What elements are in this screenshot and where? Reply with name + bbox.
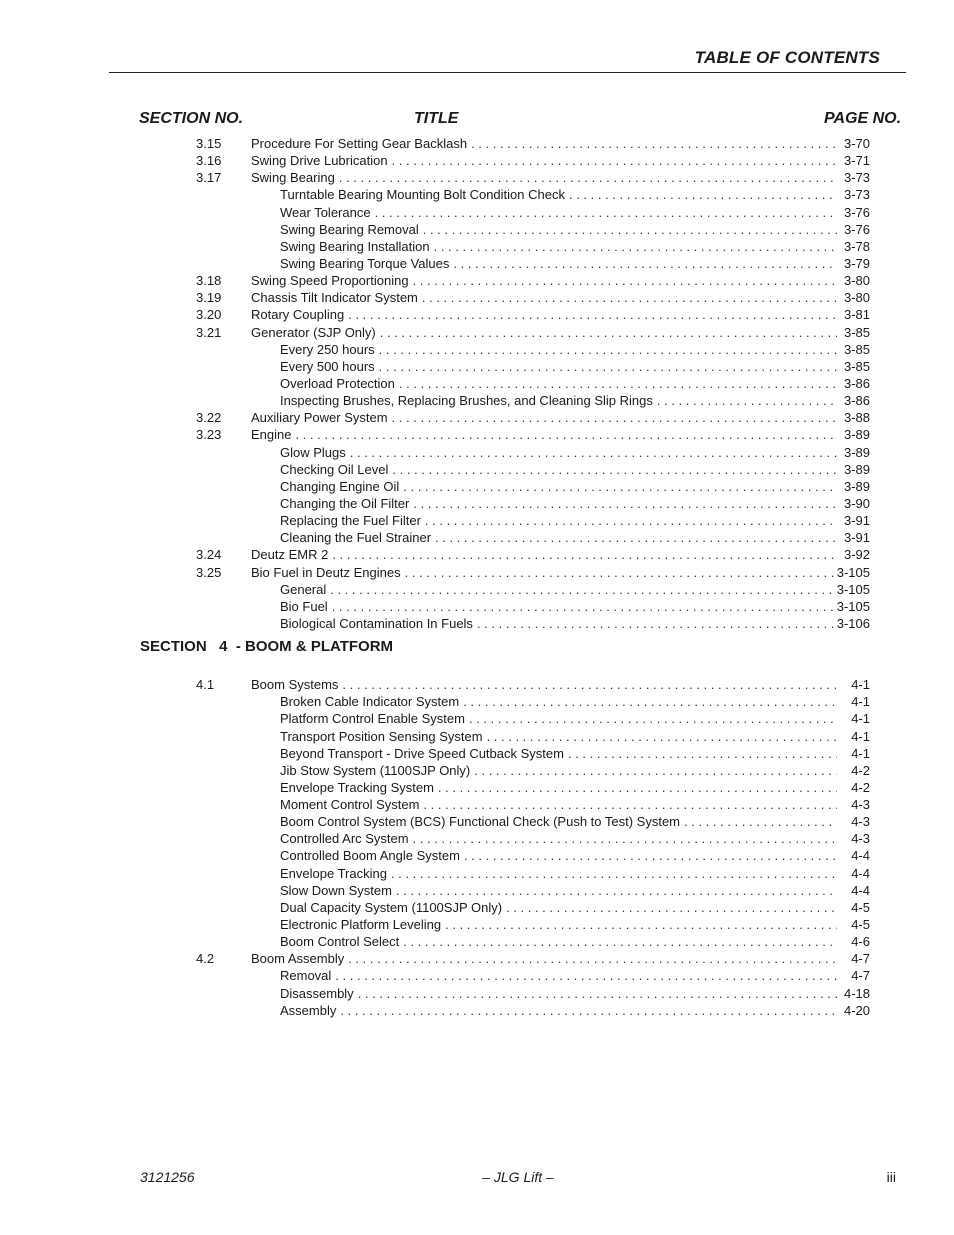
toc-entry-line [280,1002,870,1019]
toc-entry-line [280,728,870,745]
toc-entry-page: 3-86 [843,393,870,409]
toc-entry-title: Electronic Platform Leveling [280,917,442,933]
toc-entry-number: 3.24 [196,547,222,563]
dot-leader [350,444,837,461]
toc-entry-title: Generator (SJP Only) [251,324,376,340]
dot-leader [396,882,837,899]
toc-entry-page: 3-106 [836,615,870,631]
toc-entry[interactable] [0,152,954,169]
dot-leader [332,598,834,615]
dot-leader [339,169,837,186]
toc-entry-line [280,779,870,796]
dot-leader [379,341,837,358]
toc-entry-number: 3.18 [196,273,222,289]
dot-leader [471,135,837,152]
toc-entry-line [251,272,870,289]
toc-entry-line [251,409,870,426]
toc-entry-number: 4.1 [196,677,215,693]
dot-leader [330,581,834,598]
toc-entry-line [280,847,870,864]
toc-group-section-3 [0,135,954,632]
toc-entry-number: 3.20 [196,307,222,323]
toc-entry-page: 3-105 [836,581,870,597]
dot-leader [568,745,837,762]
dot-leader [425,512,837,529]
column-header-section-no: SECTION NO. [139,110,244,127]
toc-entry-line [251,324,870,341]
toc-entry[interactable] [0,426,954,443]
toc-entry-title: Boom Assembly [251,951,345,967]
toc-entry-line [251,135,870,152]
toc-entry-title: Wear Tolerance [280,204,371,220]
dot-leader [469,710,837,727]
toc-entry-line [280,967,870,984]
toc-entry-line [280,830,870,847]
toc-entry[interactable] [0,830,954,847]
toc-entry-line [280,204,870,221]
toc-entry-title: Beyond Transport - Drive Speed Cutback System [280,745,564,761]
toc-entry-page: 3-80 [843,290,870,306]
toc-entry[interactable] [0,882,954,899]
toc-entry-line [251,950,870,967]
toc-entry[interactable] [0,693,954,710]
toc-entry-page: 4-1 [851,745,870,761]
toc-entry-line [280,444,870,461]
toc-entry[interactable] [0,581,954,598]
toc-entry-page: 3-70 [843,136,870,151]
toc-entry-line [280,529,870,546]
toc-entry-title: Cleaning the Fuel Strainer [280,530,432,546]
toc-entry-line [280,762,870,779]
dot-leader [392,409,837,426]
dot-leader [413,830,837,847]
toc-entry-number: 3.19 [196,290,222,306]
toc-entry-page: 3-73 [843,170,870,186]
toc-entry-title: Swing Bearing Removal [280,221,419,237]
toc-entry-page: 3-92 [843,547,870,563]
dot-leader [295,426,837,443]
toc-entry-number: 3.15 [196,136,222,151]
toc-entry-line [251,169,870,186]
dot-leader [392,461,837,478]
dot-leader [405,564,834,581]
toc-entry-line [280,358,870,375]
dot-leader [464,847,837,864]
toc-entry-title: Envelope Tracking System [280,779,434,795]
toc-entry-line [280,813,870,830]
toc-entry-title: Swing Bearing [251,170,335,186]
toc-entry-line [280,581,870,598]
toc-entry-line [280,478,870,495]
header-title: TABLE OF CONTENTS [694,48,880,67]
toc-entry-title: Every 250 hours [280,341,375,357]
toc-entry[interactable] [0,306,954,323]
toc-entry-page: 3-89 [843,444,870,460]
toc-entry[interactable] [0,204,954,221]
toc-entry-page: 3-91 [843,530,870,546]
dot-leader [463,693,837,710]
toc-entry-title: Swing Bearing Installation [280,238,430,254]
toc-entry[interactable] [0,598,954,615]
toc-entry-title: Jib Stow System (1100SJP Only) [280,762,471,778]
toc-entry-line [280,392,870,409]
toc-entry-page: 4-2 [851,762,870,778]
toc-group-section-4 [0,676,954,1019]
dot-leader [348,306,837,323]
toc-entry-line [251,564,870,581]
dot-leader [435,529,837,546]
dot-leader [413,272,837,289]
dot-leader [340,1002,837,1019]
dot-leader [506,899,837,916]
dot-leader [434,238,837,255]
dot-leader [391,865,837,882]
dot-leader [569,186,837,203]
toc-entry-page: 4-7 [851,968,870,984]
toc-entry-line [251,546,870,563]
dot-leader [413,495,837,512]
toc-entry-line [280,916,870,933]
toc-entry-page: 3-105 [836,598,870,614]
toc-entry[interactable] [0,255,954,272]
dot-leader [379,358,837,375]
section-4-row [0,632,954,676]
toc-entry-line [280,341,870,358]
toc-entry[interactable] [0,444,954,461]
toc-entry-page: 4-4 [851,865,870,881]
toc-entry-title: Replacing the Fuel Filter [280,513,421,529]
toc-entry[interactable] [0,985,954,1002]
toc-entry-page: 4-18 [843,985,870,1001]
toc-entry[interactable] [0,478,954,495]
dot-leader [403,933,837,950]
toc-entry-title: Glow Plugs [280,444,346,460]
toc-entry-line [280,495,870,512]
toc-entry[interactable] [0,865,954,882]
toc-entry-title: Turntable Bearing Mounting Bolt Condition Check [280,187,565,203]
toc-entry-title: Boom Control System (BCS) Functional Check (Push to Test) System [280,814,681,830]
toc-entry[interactable] [0,169,954,186]
toc-entry-number: 3.23 [196,427,222,443]
toc-entry[interactable] [0,409,954,426]
toc-entry[interactable] [0,745,954,762]
dot-leader [422,289,837,306]
toc-entry-page: 3-78 [843,238,870,254]
toc-entry-page: 3-76 [843,204,870,220]
toc-entry-page: 3-88 [843,410,870,426]
toc-entry-title: Overload Protection [280,375,395,391]
toc-entry-title: Bio Fuel [280,598,328,614]
toc-entry-page: 3-79 [843,255,870,271]
section-4-heading: SECTION 4 - BOOM & PLATFORM [140,638,394,656]
header-rule [109,72,906,73]
toc-entry-page: 4-5 [851,917,870,933]
toc-entry-line [280,255,870,272]
toc-entry[interactable] [0,221,954,238]
toc-entry-number: 3.17 [196,170,222,186]
toc-entry[interactable] [0,272,954,289]
toc-entry-title: Disassembly [280,985,354,1001]
toc-entry-page: 4-4 [851,848,870,864]
toc-entry[interactable] [0,392,954,409]
toc-entry[interactable] [0,289,954,306]
toc-entry-line [280,238,870,255]
toc-entry[interactable] [0,135,954,152]
toc-entry-number: 3.21 [196,324,222,340]
toc-entry-line [280,461,870,478]
dot-leader [657,392,837,409]
toc-entry-title: Controlled Arc System [280,831,409,847]
dot-leader [438,779,837,796]
toc-entry-page: 4-2 [851,779,870,795]
toc-entry-page: 3-85 [843,324,870,340]
footer-page-number: iii [886,1169,896,1185]
toc-entry[interactable] [0,1002,954,1019]
toc-entry-page: 3-91 [843,513,870,529]
toc-entry-line [280,186,870,203]
dot-leader [403,478,837,495]
toc-entry-title: Checking Oil Level [280,461,389,477]
toc-entry-page: 4-1 [851,728,870,744]
toc-entry-title: Biological Contamination In Fuels [280,615,473,631]
toc-entry[interactable] [0,341,954,358]
toc-entry-title: Deutz EMR 2 [251,547,329,563]
toc-entry-title: Swing Drive Lubrication [251,153,388,169]
dot-leader [445,916,837,933]
toc-entry[interactable] [0,762,954,779]
toc-entry-number: 3.22 [196,410,222,426]
toc-entry[interactable] [0,375,954,392]
toc-entry-line [251,676,870,693]
toc-entry-page: 4-3 [851,797,870,813]
toc-entry-title: Boom Control Select [280,934,400,950]
toc-entry[interactable] [0,710,954,727]
toc-entry-line [280,693,870,710]
toc-entry-title: Changing Engine Oil [280,478,400,494]
toc-entry[interactable] [0,796,954,813]
toc-entry[interactable] [0,186,954,203]
toc-entry[interactable] [0,546,954,563]
toc-entry[interactable] [0,512,954,529]
toc-entry[interactable] [0,779,954,796]
toc-entry-title: Bio Fuel in Deutz Engines [251,564,401,580]
toc-entry-number: 3.25 [196,564,222,580]
footer-company: – JLG Lift – [482,1169,554,1185]
dot-leader [358,985,837,1002]
toc-entry-line [280,598,870,615]
toc-entry-line [280,221,870,238]
toc-entry-line [251,152,870,169]
toc-entry[interactable] [0,728,954,745]
toc-entry-title: Moment Control System [280,797,420,813]
toc-entry-line [280,615,870,632]
toc-entry-line [251,426,870,443]
dot-leader [335,967,837,984]
toc-entry-page: 4-1 [851,694,870,710]
toc-entry-page: 4-6 [851,934,870,950]
toc-entry-title: Engine [251,427,292,443]
toc-entry[interactable] [0,238,954,255]
toc-entry-page: 3-81 [843,307,870,323]
toc-entry-title: Platform Control Enable System [280,711,465,727]
toc-entry-title: Slow Down System [280,882,392,898]
toc-entry-page: 3-86 [843,375,870,391]
toc-entry-title: Dual Capacity System (1100SJP Only) [280,899,503,915]
toc-entry[interactable] [0,967,954,984]
toc-entry-title: Changing the Oil Filter [280,495,410,511]
dot-leader [332,546,837,563]
toc-entry-line [280,745,870,762]
dot-leader [474,762,837,779]
toc-entry-page: 3-89 [843,427,870,443]
toc-entry-line [280,796,870,813]
toc-entry-line [280,512,870,529]
toc-entry-title: Procedure For Setting Gear Backlash [251,136,468,151]
toc-entry-line [280,985,870,1002]
toc-entry-title: Controlled Boom Angle System [280,848,460,864]
toc-entry-title: Rotary Coupling [251,307,345,323]
toc-entry-page: 3-89 [843,461,870,477]
dot-leader [423,221,837,238]
toc-entry-line [251,289,870,306]
toc-entry[interactable] [0,615,954,632]
toc-entry-page: 4-3 [851,814,870,830]
toc-entry-page: 4-20 [843,1002,870,1018]
toc-entry-title: Every 500 hours [280,358,375,374]
footer-doc-number: 3121256 [140,1169,195,1185]
toc-entry-line [280,865,870,882]
toc-entry-title: Swing Bearing Torque Values [280,255,450,271]
toc-entry-page: 4-7 [851,951,870,967]
toc-entry-number: 4.2 [196,951,215,967]
toc-entry-title: Transport Position Sensing System [280,728,483,744]
toc-entry[interactable] [0,899,954,916]
dot-leader [375,204,837,221]
toc-entry-page: 3-85 [843,358,870,374]
toc-entry-title: Chassis Tilt Indicator System [251,290,418,306]
toc-entry-page: 3-71 [843,153,870,169]
dot-leader [380,324,837,341]
dot-leader [392,152,837,169]
toc-entry[interactable] [0,461,954,478]
toc-entry[interactable] [0,358,954,375]
toc-entry-title: Envelope Tracking [280,865,387,881]
toc-entry[interactable] [0,847,954,864]
toc-entry-page: 4-4 [851,882,870,898]
toc-entry-line [280,882,870,899]
dot-leader [423,796,837,813]
toc-entry[interactable] [0,676,954,693]
toc-entry-line [280,710,870,727]
toc-entry-title: Boom Systems [251,677,339,693]
column-header-title: TITLE [414,110,459,127]
toc-entry-title: Auxiliary Power System [251,410,388,426]
column-header-page-no: PAGE NO. [824,110,902,127]
toc-entry-line [251,306,870,323]
toc-entry[interactable] [0,950,954,967]
toc-entry-line [280,375,870,392]
toc-entry-page: 3-105 [836,564,870,580]
toc-entry[interactable] [0,916,954,933]
dot-leader [399,375,837,392]
toc-entry-page: 4-1 [851,711,870,727]
toc-entry-page: 3-90 [843,495,870,511]
toc-entry-page: 4-5 [851,899,870,915]
dot-leader [342,676,837,693]
toc-entry-page: 4-1 [851,677,870,693]
toc-entry-page: 3-80 [843,273,870,289]
toc-entry-page: 3-89 [843,478,870,494]
toc-entry-title: Broken Cable Indicator System [280,694,460,710]
dot-leader [348,950,837,967]
toc-entry[interactable] [0,933,954,950]
toc-entry-title: Swing Speed Proportioning [251,273,409,289]
dot-leader [453,255,837,272]
toc-entry-number: 3.16 [196,153,222,169]
toc-entry-line [280,933,870,950]
toc-entry-title: Inspecting Brushes, Replacing Brushes, and Cleaning Slip Rings [280,393,653,409]
toc-entry-title: Assembly [280,1002,337,1018]
toc-entry[interactable] [0,495,954,512]
toc-list [0,135,954,1019]
toc-entry[interactable] [0,564,954,581]
toc-entry[interactable] [0,529,954,546]
dot-leader [477,615,834,632]
toc-entry-page: 3-85 [843,341,870,357]
toc-entry-page: 4-3 [851,831,870,847]
toc-entry-title: Removal [280,968,332,984]
toc-entry-page: 3-76 [843,221,870,237]
dot-leader [684,813,837,830]
toc-entry[interactable] [0,813,954,830]
toc-entry-title: General [280,581,327,597]
toc-entry-page: 3-73 [843,187,870,203]
dot-leader [487,728,837,745]
toc-entry[interactable] [0,324,954,341]
toc-entry-line [280,899,870,916]
